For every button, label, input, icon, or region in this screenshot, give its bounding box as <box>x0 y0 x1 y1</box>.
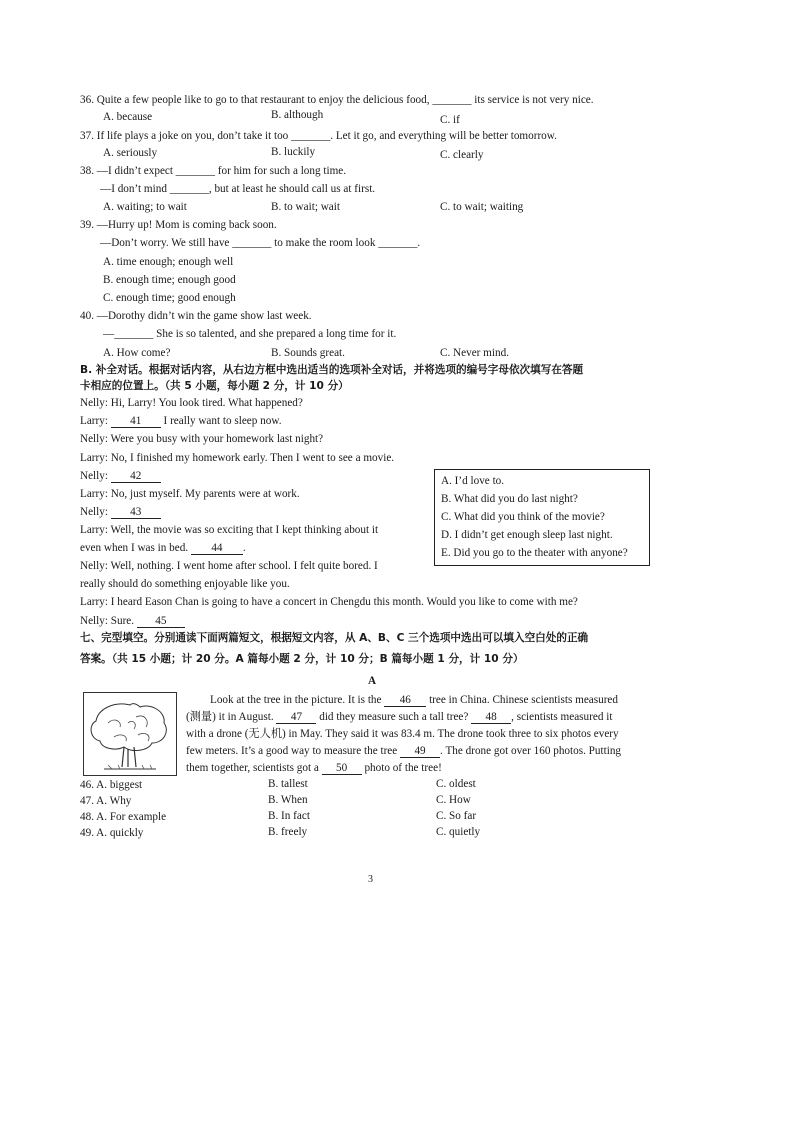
speaker-nelly: Nelly: <box>80 470 108 482</box>
blank-44: 44 <box>191 543 243 555</box>
passage-line-4-b: . The drone got over 160 photos. Putting <box>440 745 622 757</box>
q36-stem: 36. Quite a few people like to go to that restaurant to enjoy the delicious food, _______ its service is not very nice. <box>80 94 594 106</box>
dialogue-line-9-text: even when I was in bed. <box>80 542 189 554</box>
dialogue-line-8: Larry: Well, the movie was so exciting that I kept thinking about it <box>80 524 379 536</box>
dialogue-line-7 <box>80 507 161 519</box>
passage-line-1-b: tree in China. Chinese scientists measured <box>429 694 618 706</box>
q48-option-c: C. So far <box>436 810 477 822</box>
passage-line-5 <box>186 763 442 775</box>
dialogue-line-2-rest: I really want to sleep now. <box>163 415 282 427</box>
section-7-heading-line1: 七、完型填空。分别通读下面两篇短文，根据短文内容，从 A、B、C 三个选项中选出可以填入空白处的正确 <box>80 632 589 644</box>
q36-option-b: B. although <box>271 109 324 121</box>
q36-option-a: A. because <box>103 111 153 123</box>
q49-option-c: C. quietly <box>436 826 481 838</box>
passage-line-2-a: (测量) it in August. <box>186 711 274 723</box>
page-number: 3 <box>368 874 373 885</box>
blank-49: 49 <box>400 746 440 758</box>
q36-option-c: C. if <box>440 114 460 126</box>
q40-line2: —_______ She is so talented, and she prepared a long time for it. <box>103 328 397 340</box>
q49-option-a: 49. A. quickly <box>80 827 144 839</box>
box-option-a: A. I’d love to. <box>441 475 505 487</box>
q47-option-a: 47. A. Why <box>80 795 132 807</box>
section-b-heading-line2: 卡相应的位置上。（共 5 小题，每小题 2 分，计 10 分） <box>80 380 349 392</box>
dialogue-line-4: Larry: No, I finished my homework early. Then I went to see a movie. <box>80 452 395 464</box>
dialogue-line-13 <box>80 616 185 628</box>
q40-option-a: A. How come? <box>103 347 171 359</box>
q39-option-c: C. enough time; good enough <box>103 292 236 304</box>
blank-47: 47 <box>276 712 316 724</box>
q48-option-a: 48. A. For example <box>80 811 167 823</box>
q46-option-a: 46. A. biggest <box>80 779 143 791</box>
q47-option-b: B. When <box>268 794 308 806</box>
dialogue-line-12: Larry: I heard Eason Chan is going to have a concert in Chengdu this month. Would you like to come with me? <box>80 596 578 608</box>
q37-option-c: C. clearly <box>440 149 484 161</box>
speaker-nelly: Nelly: Sure. <box>80 615 135 627</box>
q39-option-b: B. enough time; enough good <box>103 274 236 286</box>
tree-picture <box>83 692 177 776</box>
q37-stem: 37. If life plays a joke on you, don’t take it too _______. Let it go, and everything will be better tomorrow. <box>80 130 557 142</box>
section-7-heading-line2: 答案。（共 15 小题；计 20 分。A 篇每小题 2 分，计 10 分；B 篇每小题 1 分，计 10 分） <box>80 653 524 665</box>
q38-line2: —I don’t mind _______, but at least he should call us at first. <box>100 183 376 195</box>
passage-line-2-b: did they measure such a tall tree? <box>319 711 469 723</box>
passage-line-3: with a drone (无人机) in May. They said it was 83.4 m. The drone took three to six photos every <box>186 728 619 740</box>
passage-line-2 <box>186 712 612 724</box>
q49-option-b: B. freely <box>268 826 308 838</box>
dialogue-line-3: Nelly: Were you busy with your homework last night? <box>80 433 324 445</box>
speaker-nelly: Nelly: <box>80 506 108 518</box>
passage-line-2-c: , scientists measured it <box>511 711 613 723</box>
tree-icon <box>84 693 176 775</box>
q40-line1: 40. —Dorothy didn’t win the game show last week. <box>80 310 312 322</box>
q46-option-c: C. oldest <box>436 778 476 790</box>
q38-option-a: A. waiting; to wait <box>103 201 187 213</box>
blank-41: 41 <box>111 416 161 428</box>
passage-label: A <box>368 675 377 687</box>
q47-option-c: C. How <box>436 794 471 806</box>
options-box <box>434 469 650 566</box>
section-b-heading-line1: B. 补全对话。根据对话内容，从右边方框中选出适当的选项补全对话，并将选项的编号字母依次填写在答题 <box>80 364 584 376</box>
box-option-b: B. What did you do last night? <box>441 493 578 505</box>
blank-42: 42 <box>111 471 161 483</box>
dialogue-line-1: Nelly: Hi, Larry! You look tired. What happened? <box>80 397 303 409</box>
q37-option-b: B. luckily <box>271 146 316 158</box>
q40-option-b: B. Sounds great. <box>271 347 345 359</box>
q37-option-a: A. seriously <box>103 147 158 159</box>
passage-line-1-a: Look at the tree in the picture. It is the <box>210 694 382 706</box>
box-option-e: E. Did you go to the theater with anyone? <box>441 547 628 559</box>
passage-line-4 <box>186 746 621 758</box>
dialogue-line-5 <box>80 471 161 483</box>
blank-45: 45 <box>137 616 185 628</box>
passage-line-5-a: them together, scientists got a <box>186 762 319 774</box>
q46-option-b: B. tallest <box>268 778 308 790</box>
blank-48: 48 <box>471 712 511 724</box>
dialogue-line-6: Larry: No, just myself. My parents were at work. <box>80 488 300 500</box>
box-option-d: D. I didn’t get enough sleep last night. <box>441 529 613 541</box>
q38-option-c: C. to wait; waiting <box>440 201 524 213</box>
q39-line1: 39. —Hurry up! Mom is coming back soon. <box>80 219 277 231</box>
box-option-c: C. What did you think of the movie? <box>441 511 605 523</box>
q39-line2: —Don’t worry. We still have _______ to make the room look _______. <box>100 237 421 249</box>
q40-option-c: C. Never mind. <box>440 347 509 359</box>
blank-46: 46 <box>384 695 426 707</box>
dialogue-line-9: even when I was in bed. 44 . <box>80 542 246 554</box>
dialogue-line-11: really should do something enjoyable like you. <box>80 578 290 590</box>
passage-line-1 <box>210 695 618 707</box>
dialogue-line-10: Nelly: Well, nothing. I went home after school. I felt quite bored. I <box>80 560 378 572</box>
passage-line-5-b: photo of the tree! <box>364 762 442 774</box>
q48-option-b: B. In fact <box>268 810 310 822</box>
blank-43: 43 <box>111 507 161 519</box>
q38-option-b: B. to wait; wait <box>271 201 340 213</box>
q38-line1: 38. —I didn’t expect _______ for him for such a long time. <box>80 165 347 177</box>
speaker-larry: Larry: <box>80 415 108 427</box>
passage-line-4-a: few meters. It’s a good way to measure the tree <box>186 745 398 757</box>
dialogue-line-2 <box>80 416 282 428</box>
q39-option-a: A. time enough; enough well <box>103 256 234 268</box>
blank-50: 50 <box>322 763 362 775</box>
